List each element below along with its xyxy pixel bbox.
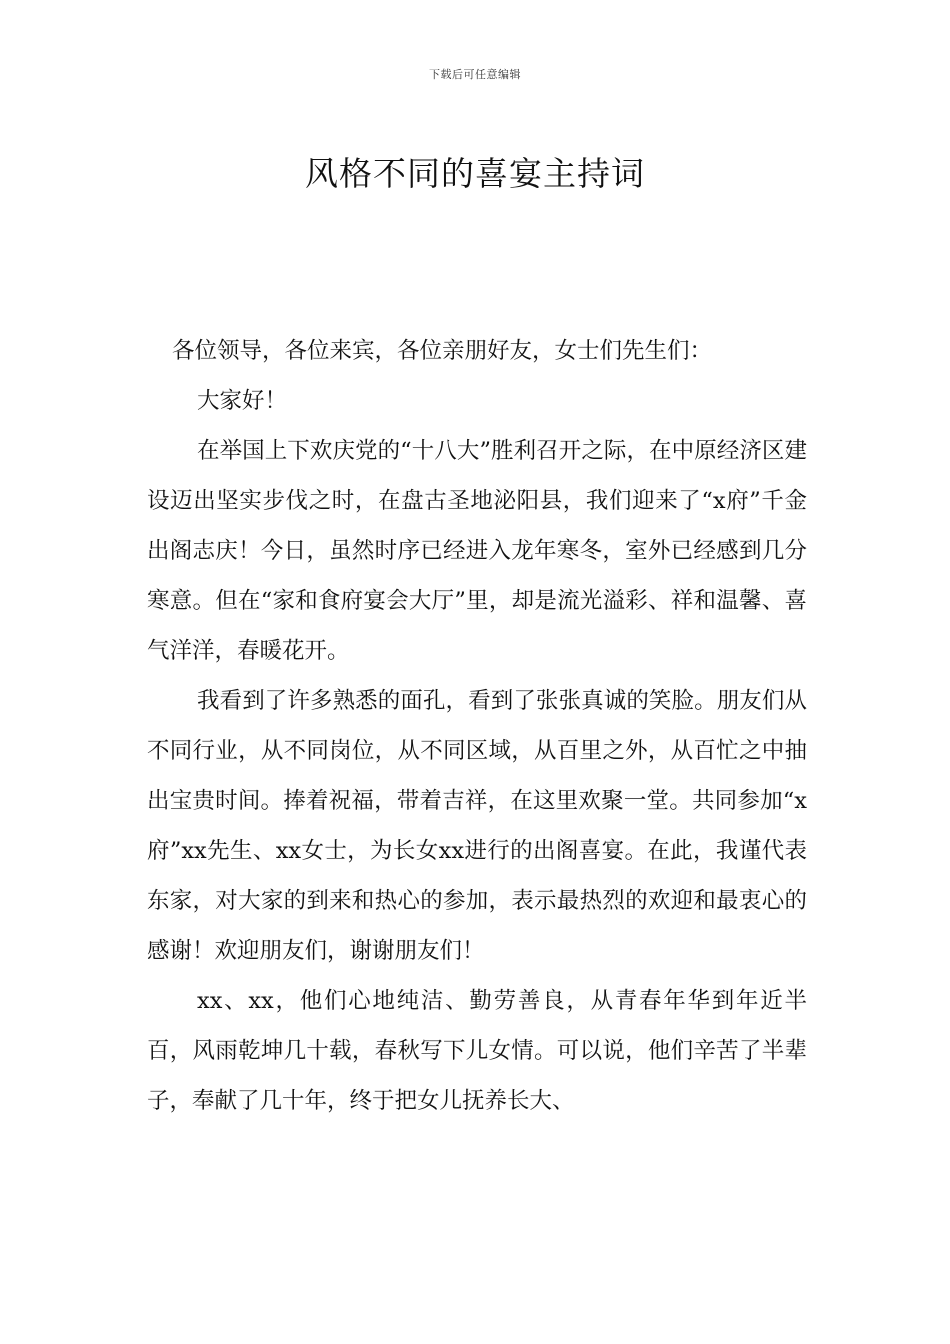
document-title: 风格不同的喜宴主持词: [305, 154, 645, 194]
paragraph-greeting: 大家好！: [197, 388, 288, 414]
header-note: 下载后可任意编辑: [429, 68, 521, 81]
paragraph-welcome: 我看到了许多熟悉的面孔，看到了张张真诚的笑脸。朋友们从不同行业，从不同岗位，从不同区域，从百里之外，从百忙之中抽出宝贵时间。捧着祝福，带着吉祥，在这里欢聚一堂。共同参加“x府”xx先生、xx女士，为长女xx进行的出阁喜宴。在此，我谨代表东家，对大家的到来和热心的参加，表示最热烈的欢迎和最衷心的感谢！欢迎朋友们，谢谢朋友们！: [147, 688, 807, 964]
salutation: 各位领导，各位来宾，各位亲朋好友，女士们先生们：: [172, 338, 713, 364]
paragraph-parents: xx、xx，他们心地纯洁、勤劳善良，从青春年华到年近半百，风雨乾坤几十载，春秋写下儿女情。可以说，他们辛苦了半辈子，奉献了几十年，终于把女儿抚养长大、: [147, 988, 807, 1114]
document-body: [147, 326, 807, 1126]
paragraph-opening: 在举国上下欢庆党的“十八大”胜利召开之际，在中原经济区建设迈出坚实步伐之时，在盘古圣地泌阳县，我们迎来了“x府”千金出阁志庆！今日，虽然时序已经进入龙年寒冬，室外已经感到几分寒意。但在“家和食府宴会大厅”里，却是流光溢彩、祥和温馨、喜气洋洋，春暖花开。: [147, 438, 807, 664]
